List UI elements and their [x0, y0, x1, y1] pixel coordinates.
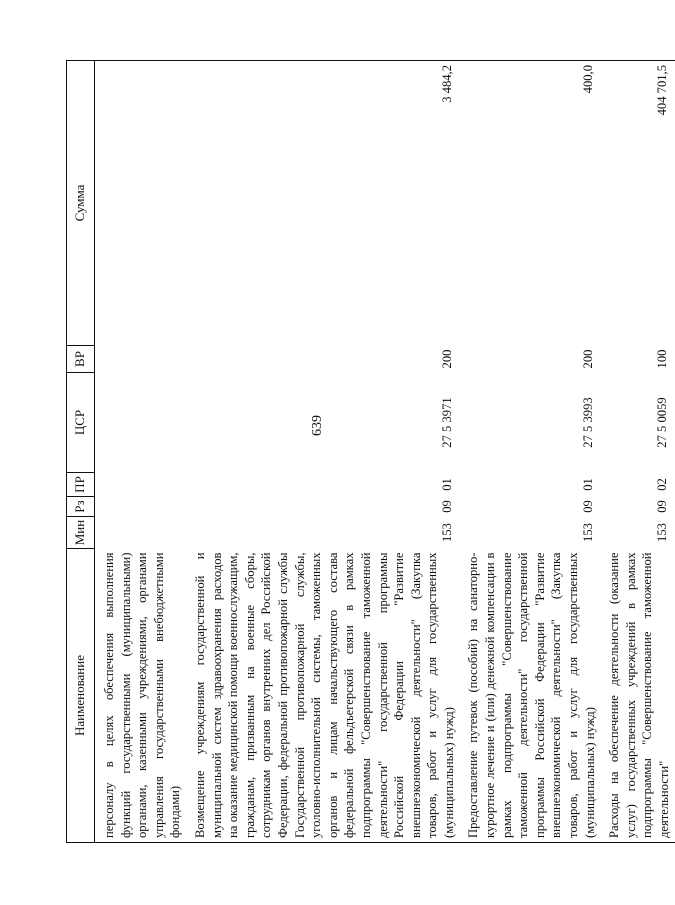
- row-pr: [95, 473, 186, 497]
- row-csr: 27 5 3971: [439, 397, 454, 448]
- row-vr: 100: [655, 349, 669, 369]
- row-csr: 27 5 3993: [580, 397, 595, 448]
- row-sum: 400,0: [459, 61, 600, 346]
- row-csr: [95, 373, 186, 473]
- row-min: [95, 517, 186, 549]
- table-header-row: [67, 61, 95, 843]
- header-vr: ВР: [67, 346, 95, 373]
- row-rz: 09: [439, 500, 454, 513]
- header-sum: Сумма: [67, 61, 95, 346]
- table-row: [186, 61, 460, 843]
- row-name: Предоставление путевок (пособий) на санаторно-курортное лечение и (или) денежной компенсации в рамках подпрограммы "Совершенствование таможенной деятельности" государственной программы Российской Федерации "Развитие внешнеэкономической деятельности" (Закупка товаров, работ и услуг для государственных (муниципальных) нужд): [459, 549, 600, 843]
- header-csr: ЦСР: [67, 373, 95, 473]
- table-row: [95, 61, 186, 843]
- row-name: Возмещение учреждениям государственной и муниципальной систем здравоохранения расходов на оказание медицинской помощи военнослужащим, гражданам, призванным на военные сборы, сотрудникам органов внутренних дел Российской Федерации, федеральной противопожарной службы Государственной противопожарной службы, уголовно-исполнительной системы, таможенных органов и лицам начальствующего состава федеральной фельдъегерской связи в рамках подпрограммы "Совершенствование таможенной деятельности" государственной программы Российской Федерации "Развитие внешнеэкономической деятельности" (Закупка товаров, работ и услуг для государственных (муниципальных) нужд): [186, 549, 460, 843]
- row-min: 153: [655, 523, 669, 542]
- budget-table-rotated: [66, 61, 671, 843]
- row-min: 153: [580, 523, 595, 542]
- row-sum: [95, 61, 186, 346]
- row-vr: [95, 346, 186, 373]
- header-pr: ПР: [67, 473, 95, 497]
- row-pr: 01: [580, 478, 595, 491]
- row-sum: 404 701,5: [600, 61, 674, 346]
- row-name: Расходы на обеспечение деятельности (оказание услуг) государственных учреждений в рамках подпрограммы "Совершенствование таможенной деятельности": [600, 549, 674, 843]
- row-rz: 09: [580, 500, 595, 513]
- row-rz: [95, 497, 186, 517]
- row-name: персоналу в целях обеспечения выполнения функций государственными (муниципальными) органами, казенными учреждениями, органами управления государственными внебюджетными фондами): [95, 549, 186, 843]
- page-number: 639: [310, 415, 325, 436]
- budget-table: [66, 60, 675, 843]
- table-row: [600, 61, 674, 843]
- row-min: 153: [439, 523, 454, 542]
- row-pr: 02: [655, 478, 669, 491]
- row-vr: 200: [439, 349, 454, 369]
- header-rz: Рз: [67, 497, 95, 517]
- row-pr: 01: [439, 478, 454, 491]
- row-rz: 09: [655, 500, 669, 513]
- header-min: Мин: [67, 517, 95, 549]
- row-sum: 3 484,2: [186, 61, 460, 346]
- header-name: Наименование: [67, 549, 95, 843]
- row-vr: 200: [580, 349, 595, 369]
- row-csr: 27 5 0059: [655, 397, 669, 448]
- table-row: [459, 61, 600, 843]
